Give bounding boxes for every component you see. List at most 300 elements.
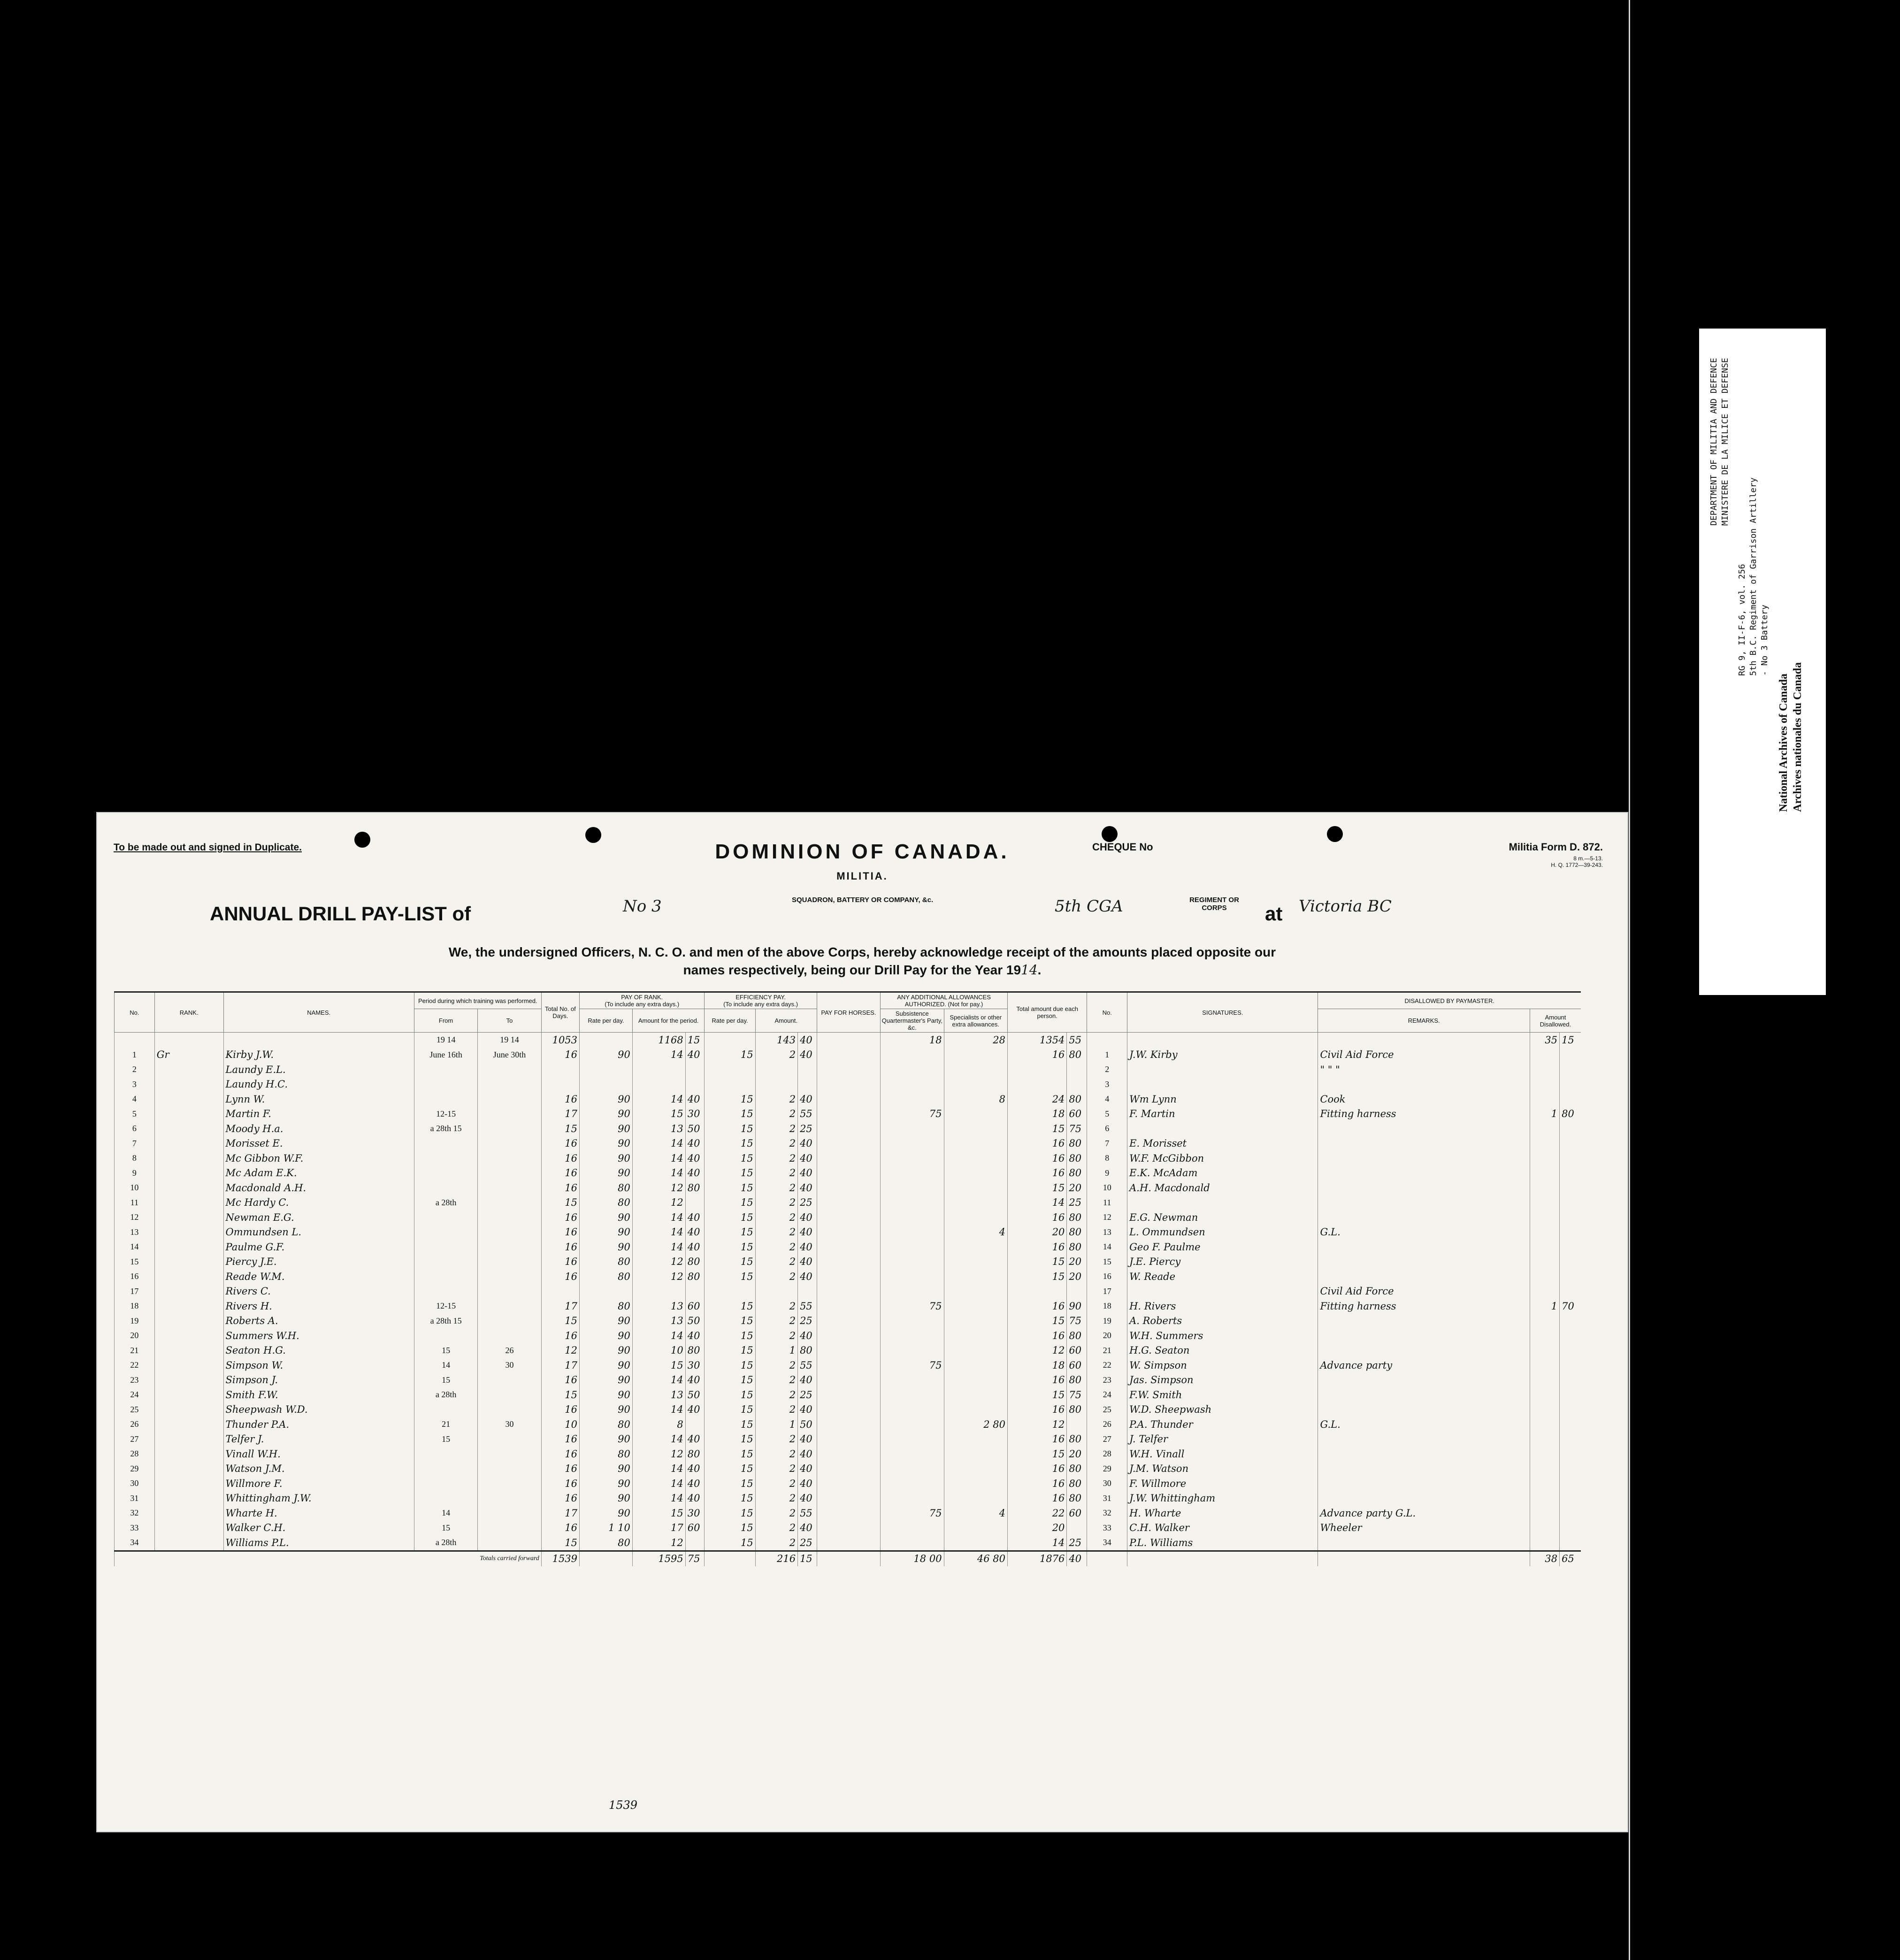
- cell-to: [478, 1328, 541, 1343]
- cell-spec: [944, 1284, 1007, 1299]
- cell-sig: C.H. Walker: [1127, 1521, 1318, 1536]
- cell-eff-c: 40: [798, 1269, 817, 1284]
- cell-days: 16: [541, 1521, 579, 1536]
- pay-table-body: [115, 1033, 1581, 1551]
- cell-spec: [944, 1462, 1007, 1477]
- cell-days: 16: [541, 1210, 579, 1225]
- cell-dis-c: [1560, 1180, 1581, 1195]
- cell-sig: F. Martin: [1127, 1107, 1318, 1122]
- cell-tot-c: 25: [1067, 1195, 1087, 1210]
- cell-sig: [1127, 1077, 1318, 1092]
- cell-from: 15: [414, 1432, 477, 1447]
- cell-no: 4: [115, 1092, 155, 1107]
- cell-days: 15: [541, 1387, 579, 1402]
- cell-from: [414, 1328, 477, 1343]
- cell-pay-d: 14: [632, 1491, 685, 1506]
- duplicate-note: To be made out and signed in Duplicate.: [114, 842, 302, 853]
- cell-remark: [1318, 1077, 1530, 1092]
- cell-no: 10: [115, 1180, 155, 1195]
- cell-dis-d: [1530, 1387, 1559, 1402]
- cell-remark: [1318, 1432, 1530, 1447]
- cell-days: 16: [541, 1180, 579, 1195]
- cell-eff-c: 55: [798, 1299, 817, 1314]
- table-row: [115, 1476, 1581, 1491]
- cell-pay-c: [685, 1062, 705, 1077]
- cell-no: 32: [1087, 1506, 1127, 1521]
- totals-specialists: [944, 1551, 1007, 1566]
- cell-to: [478, 1195, 541, 1210]
- cell-eff-rate: 15: [705, 1521, 755, 1536]
- cell-sig: E.G. Newman: [1127, 1210, 1318, 1225]
- cell-eff-c: 40: [798, 1151, 817, 1166]
- cell-from: [414, 1180, 477, 1195]
- totals-pay-dollars: 1595: [632, 1551, 685, 1566]
- cell-horses: [817, 1180, 880, 1195]
- cell-no: 3: [115, 1077, 155, 1092]
- cell-to: [478, 1432, 541, 1447]
- cell-pay-c: [685, 1535, 705, 1551]
- cell-eff-c: 40: [798, 1048, 817, 1063]
- cell-sig: E.K. McAdam: [1127, 1166, 1318, 1181]
- cell-to: [478, 1255, 541, 1270]
- cell-tot-d: [1008, 1284, 1067, 1299]
- cell-to: 26: [478, 1343, 541, 1358]
- cell-remark: [1318, 1447, 1530, 1462]
- cell-horses: [817, 1284, 880, 1299]
- cell-eff-d: 2: [755, 1107, 797, 1122]
- cell-pay-d: 13: [632, 1387, 685, 1402]
- cell-pay-d: [632, 1077, 685, 1092]
- cell-name: Telfer J.: [223, 1432, 414, 1447]
- table-row: [115, 1121, 1581, 1136]
- cell-eff-c: 40: [798, 1521, 817, 1536]
- cell-pay-d: 15: [632, 1358, 685, 1373]
- cell-rank: [154, 1491, 223, 1506]
- cell-to: [478, 1269, 541, 1284]
- cell-eff-c: 40: [798, 1373, 817, 1388]
- cell-tot-c: 20: [1067, 1180, 1087, 1195]
- cell-spec: [944, 1107, 1007, 1122]
- cell-name: Summers W.H.: [223, 1328, 414, 1343]
- cell-no: 28: [115, 1447, 155, 1462]
- cell-no: 14: [115, 1240, 155, 1255]
- cell-name: Macdonald A.H.: [223, 1180, 414, 1195]
- cell-eff-d: 2: [755, 1180, 797, 1195]
- cell-no: 9: [115, 1166, 155, 1181]
- cell-no: 14: [1087, 1240, 1127, 1255]
- cell-dis-d: [1530, 1535, 1559, 1551]
- col-signatures: SIGNATURES.: [1127, 992, 1318, 1033]
- cell-eff-d: 2: [755, 1240, 797, 1255]
- cell-pay-c: 50: [685, 1314, 705, 1329]
- cell-eff-rate: 15: [705, 1314, 755, 1329]
- cell-sub: [881, 1521, 944, 1536]
- archive-name-fr: Archives nationales du Canada: [1792, 662, 1804, 812]
- cell-pay-c: 40: [685, 1462, 705, 1477]
- cell-eff-rate: 15: [705, 1299, 755, 1314]
- archive-label-card: [1699, 329, 1826, 995]
- cell-sig: [1127, 1062, 1318, 1077]
- acknowledgement-line-1: We, the undersigned Officers, N. C. O. and men of the above Corps, hereby acknowledge receipt of the amounts placed opposite our: [448, 945, 1276, 959]
- cell-no: 5: [115, 1107, 155, 1122]
- cell-horses: [817, 1195, 880, 1210]
- cell-horses: [817, 1048, 880, 1063]
- cell-tot-c: 80: [1067, 1462, 1087, 1477]
- cell-days: 16: [541, 1092, 579, 1107]
- cell-horses: [817, 1240, 880, 1255]
- cell-sub: [881, 1402, 944, 1417]
- cell-eff-d: 2: [755, 1535, 797, 1551]
- cell-spec: [944, 1314, 1007, 1329]
- cell-horses: [817, 1328, 880, 1343]
- paylist-label: ANNUAL DRILL PAY-LIST of: [210, 903, 471, 925]
- cell-name: Moody H.a.: [223, 1121, 414, 1136]
- cell-rate: 90: [580, 1462, 633, 1477]
- cell-pay-d: 15: [632, 1107, 685, 1122]
- punch-hole: [1327, 826, 1343, 842]
- punch-hole: [1102, 826, 1118, 842]
- cell-sig: [1127, 1121, 1318, 1136]
- cell-remark: " " ": [1318, 1062, 1530, 1077]
- totals-pay-cents: 75: [685, 1551, 705, 1566]
- cell-tot-d: 16: [1008, 1491, 1067, 1506]
- cell-spec: [944, 1255, 1007, 1270]
- table-row: [115, 1491, 1581, 1506]
- cell-dis-d: [1530, 1121, 1559, 1136]
- cell-remark: [1318, 1136, 1530, 1151]
- cell-pay-c: 40: [685, 1210, 705, 1225]
- cell-tot-c: 80: [1067, 1476, 1087, 1491]
- cell-spec: [944, 1535, 1007, 1551]
- cell-dis-c: [1560, 1402, 1581, 1417]
- cell-sub: [881, 1136, 944, 1151]
- cell-dis-c: 80: [1560, 1107, 1581, 1122]
- cell-horses: [817, 1151, 880, 1166]
- cell-tot-d: 22: [1008, 1506, 1067, 1521]
- col-amount-disallowed: Amount Disallowed.: [1530, 1009, 1581, 1033]
- cell-tot-c: [1067, 1062, 1087, 1077]
- cell-eff-d: 1: [755, 1417, 797, 1432]
- cell-days: 17: [541, 1506, 579, 1521]
- cell-from: [414, 1151, 477, 1166]
- cell-eff-rate: 15: [705, 1387, 755, 1402]
- cell-dis-c: [1560, 1521, 1581, 1536]
- cheque-number-label: CHEQUE No: [1092, 841, 1153, 853]
- cell-no: 33: [1087, 1521, 1127, 1536]
- regiment-label: REGIMENT OR CORPS: [1189, 896, 1239, 912]
- cell-dis-d: [1530, 1195, 1559, 1210]
- cell-tot-d: 16: [1008, 1462, 1067, 1477]
- cell-sub: [881, 1121, 944, 1136]
- cell-pay-d: 14: [632, 1136, 685, 1151]
- cell-pay-d: 13: [632, 1299, 685, 1314]
- cell-dis-c: [1560, 1314, 1581, 1329]
- col-remarks: REMARKS.: [1318, 1009, 1530, 1033]
- cell-no: 1: [1087, 1048, 1127, 1063]
- cell-eff-d: 2: [755, 1402, 797, 1417]
- cell-name: Newman E.G.: [223, 1210, 414, 1225]
- table-row: [115, 1136, 1581, 1151]
- cell-dis-d: [1530, 1269, 1559, 1284]
- cell-eff-rate: 15: [705, 1180, 755, 1195]
- table-row: [115, 1062, 1581, 1077]
- cell-sig: H. Wharte: [1127, 1506, 1318, 1521]
- cell-no: 32: [115, 1506, 155, 1521]
- cell-dis-c: [1560, 1210, 1581, 1225]
- cell-eff-d: 2: [755, 1358, 797, 1373]
- cell-rank: [154, 1462, 223, 1477]
- cell-sub: [881, 1432, 944, 1447]
- cell-days: 10: [541, 1417, 579, 1432]
- cell-name: Laundy H.C.: [223, 1077, 414, 1092]
- cell-eff-rate: 15: [705, 1328, 755, 1343]
- cell-remark: [1318, 1151, 1530, 1166]
- cell-no: 12: [115, 1210, 155, 1225]
- table-row: [115, 1048, 1581, 1063]
- cell-pay-c: 40: [685, 1136, 705, 1151]
- totals-eff-cents: 15: [798, 1551, 817, 1566]
- archive-line-1: RG 9, II-F-6, vol. 256: [1737, 564, 1747, 676]
- cell-remark: [1318, 1402, 1530, 1417]
- archive-line-2: 5th B.C. Regiment of Garrison Artillery: [1748, 477, 1758, 676]
- cell-sig: W.D. Sheepwash: [1127, 1402, 1318, 1417]
- cell-days: 16: [541, 1462, 579, 1477]
- cell-eff-d: 2: [755, 1255, 797, 1270]
- cell-pay-c: 40: [685, 1476, 705, 1491]
- cell-to: [478, 1210, 541, 1225]
- cell-eff-rate: 15: [705, 1358, 755, 1373]
- cell-eff-c: 25: [798, 1314, 817, 1329]
- cell-from: 14: [414, 1506, 477, 1521]
- cell-dis-c: [1560, 1255, 1581, 1270]
- cell-rank: [154, 1387, 223, 1402]
- cell-name: Paulme G.F.: [223, 1240, 414, 1255]
- table-row: [115, 1447, 1581, 1462]
- cell-pay-d: 12: [632, 1255, 685, 1270]
- cell-dis-c: [1560, 1121, 1581, 1136]
- form-reference: [1551, 855, 1603, 868]
- cell-days: 15: [541, 1121, 579, 1136]
- cell-remark: [1318, 1343, 1530, 1358]
- cell-tot-c: 80: [1067, 1092, 1087, 1107]
- cell-sig: E. Morisset: [1127, 1136, 1318, 1151]
- cell-pay-c: [685, 1195, 705, 1210]
- cell-sub: [881, 1462, 944, 1477]
- cell-no: 29: [1087, 1462, 1127, 1477]
- totals-row: [115, 1551, 1581, 1566]
- cell-to: [478, 1284, 541, 1299]
- cell-dis-c: [1560, 1136, 1581, 1151]
- cell-remark: Advance party G.L.: [1318, 1506, 1530, 1521]
- cell-dis-c: [1560, 1048, 1581, 1063]
- cell-from: 12-15: [414, 1299, 477, 1314]
- col-total-days: Total No. of Days.: [541, 992, 579, 1033]
- cell-eff-c: 40: [798, 1166, 817, 1181]
- cell-eff-rate: 15: [705, 1166, 755, 1181]
- cell-eff-c: 40: [798, 1447, 817, 1462]
- pay-of-rank-title: PAY OF RANK.: [621, 994, 663, 1001]
- table-row: [115, 1402, 1581, 1417]
- cell-pay-d: 12: [632, 1180, 685, 1195]
- scanner-edge-line: [1629, 0, 1630, 1960]
- cell-pay-d: 8: [632, 1417, 685, 1432]
- cell-horses: [817, 1417, 880, 1432]
- table-row: [115, 1151, 1581, 1166]
- cell-rank: [154, 1314, 223, 1329]
- cell-tot-c: 80: [1067, 1240, 1087, 1255]
- cell-eff-d: 2: [755, 1432, 797, 1447]
- cell-name: Reade W.M.: [223, 1269, 414, 1284]
- table-row: [115, 1092, 1581, 1107]
- cell-days: 16: [541, 1225, 579, 1240]
- cell-spec: [944, 1166, 1007, 1181]
- cell-spec: [944, 1387, 1007, 1402]
- cell-rank: [154, 1210, 223, 1225]
- cell-eff-d: 2: [755, 1092, 797, 1107]
- cell-eff-rate: 15: [705, 1151, 755, 1166]
- cell-to: 30: [478, 1417, 541, 1432]
- cell-eff-d: 2: [755, 1136, 797, 1151]
- cell-dis-c: [1560, 1166, 1581, 1181]
- cell-name: Walker C.H.: [223, 1521, 414, 1536]
- cell-spec: [944, 1136, 1007, 1151]
- cell-to: [478, 1151, 541, 1166]
- cell-pay-d: [632, 1284, 685, 1299]
- cell-sig: W. Simpson: [1127, 1358, 1318, 1373]
- cell-name: Mc Hardy C.: [223, 1195, 414, 1210]
- cell-from: [414, 1136, 477, 1151]
- cell-eff-c: 55: [798, 1506, 817, 1521]
- cell-rank: [154, 1476, 223, 1491]
- cell-tot-d: 16: [1008, 1373, 1067, 1388]
- cell-eff-rate: 15: [705, 1462, 755, 1477]
- cell-spec: [944, 1151, 1007, 1166]
- cell-pay-c: 40: [685, 1151, 705, 1166]
- cell-from: [414, 1240, 477, 1255]
- col-eff-amount: Amount.: [755, 1009, 817, 1033]
- cell-eff-rate: 15: [705, 1535, 755, 1551]
- cell-no: 24: [115, 1387, 155, 1402]
- cell-tot-c: 80: [1067, 1210, 1087, 1225]
- cell-eff-rate: 15: [705, 1225, 755, 1240]
- cell-pay-c: [685, 1077, 705, 1092]
- cell-rate: 90: [580, 1328, 633, 1343]
- table-row: [115, 1299, 1581, 1314]
- cell-eff-d: [755, 1284, 797, 1299]
- cell-pay-d: 17: [632, 1521, 685, 1536]
- cell-tot-d: 16: [1008, 1328, 1067, 1343]
- cell-eff-rate: 15: [705, 1136, 755, 1151]
- table-row: [115, 1521, 1581, 1536]
- cell-horses: [817, 1062, 880, 1077]
- table-row: [115, 1210, 1581, 1225]
- cell-rank: [154, 1402, 223, 1417]
- cell-pay-d: 14: [632, 1328, 685, 1343]
- carried-total-cents: 55: [1067, 1033, 1087, 1048]
- cell-rate: 80: [580, 1255, 633, 1270]
- cell-pay-c: 50: [685, 1121, 705, 1136]
- cell-days: 16: [541, 1151, 579, 1166]
- cell-name: Wharte H.: [223, 1506, 414, 1521]
- cell-name: Mc Gibbon W.F.: [223, 1151, 414, 1166]
- cell-pay-d: 12: [632, 1535, 685, 1551]
- cell-tot-d: [1008, 1062, 1067, 1077]
- cell-spec: 4: [944, 1225, 1007, 1240]
- cell-eff-c: 40: [798, 1240, 817, 1255]
- cell-remark: [1318, 1535, 1530, 1551]
- cell-eff-c: 25: [798, 1387, 817, 1402]
- form-number: Militia Form D. 872.: [1509, 841, 1603, 853]
- cell-horses: [817, 1358, 880, 1373]
- cell-days: 16: [541, 1476, 579, 1491]
- cell-sig: J.W. Whittingham: [1127, 1491, 1318, 1506]
- cell-dis-d: [1530, 1417, 1559, 1432]
- cell-rank: [154, 1077, 223, 1092]
- table-row: [115, 1328, 1581, 1343]
- cell-dis-c: [1560, 1240, 1581, 1255]
- cell-spec: [944, 1048, 1007, 1063]
- cell-sig: H.G. Seaton: [1127, 1343, 1318, 1358]
- paylist-heading: [210, 895, 1571, 933]
- cell-no: 16: [115, 1269, 155, 1284]
- cell-rate: 90: [580, 1314, 633, 1329]
- form-sub-line-1: 8 m.—5-13.: [1573, 855, 1603, 862]
- cell-tot-d: 15: [1008, 1269, 1067, 1284]
- cell-remark: [1318, 1240, 1530, 1255]
- cell-dis-c: [1560, 1432, 1581, 1447]
- cell-no: 25: [1087, 1402, 1127, 1417]
- cell-tot-c: 80: [1067, 1491, 1087, 1506]
- cell-pay-d: 14: [632, 1476, 685, 1491]
- cell-dis-d: [1530, 1255, 1559, 1270]
- cell-remark: Cook: [1318, 1092, 1530, 1107]
- cell-rate: [580, 1284, 633, 1299]
- cell-sub: [881, 1092, 944, 1107]
- cell-name: Ommundsen L.: [223, 1225, 414, 1240]
- cell-days: 12: [541, 1343, 579, 1358]
- cell-eff-d: 2: [755, 1195, 797, 1210]
- cell-pay-d: 12: [632, 1269, 685, 1284]
- cell-no: 26: [115, 1417, 155, 1432]
- cell-eff-c: 55: [798, 1107, 817, 1122]
- cell-name: Watson J.M.: [223, 1462, 414, 1477]
- cell-from: a 28th 15: [414, 1121, 477, 1136]
- cell-tot-c: 80: [1067, 1048, 1087, 1063]
- cell-to: [478, 1314, 541, 1329]
- cell-eff-c: 25: [798, 1121, 817, 1136]
- cell-no: 20: [115, 1328, 155, 1343]
- cell-tot-c: 80: [1067, 1402, 1087, 1417]
- cell-horses: [817, 1462, 880, 1477]
- totals-body: [115, 1551, 1581, 1566]
- cell-to: [478, 1180, 541, 1195]
- cell-pay-d: 14: [632, 1210, 685, 1225]
- cell-dis-c: [1560, 1328, 1581, 1343]
- cell-rate: 90: [580, 1358, 633, 1373]
- cell-spec: [944, 1373, 1007, 1388]
- cell-rank: [154, 1269, 223, 1284]
- cell-tot-d: 12: [1008, 1343, 1067, 1358]
- cell-from: a 28th: [414, 1387, 477, 1402]
- cell-tot-c: 75: [1067, 1314, 1087, 1329]
- cell-rank: [154, 1255, 223, 1270]
- cell-sub: [881, 1447, 944, 1462]
- cell-sub: [881, 1225, 944, 1240]
- cell-dis-d: [1530, 1048, 1559, 1063]
- cell-horses: [817, 1447, 880, 1462]
- cell-horses: [817, 1432, 880, 1447]
- cell-eff-c: 25: [798, 1535, 817, 1551]
